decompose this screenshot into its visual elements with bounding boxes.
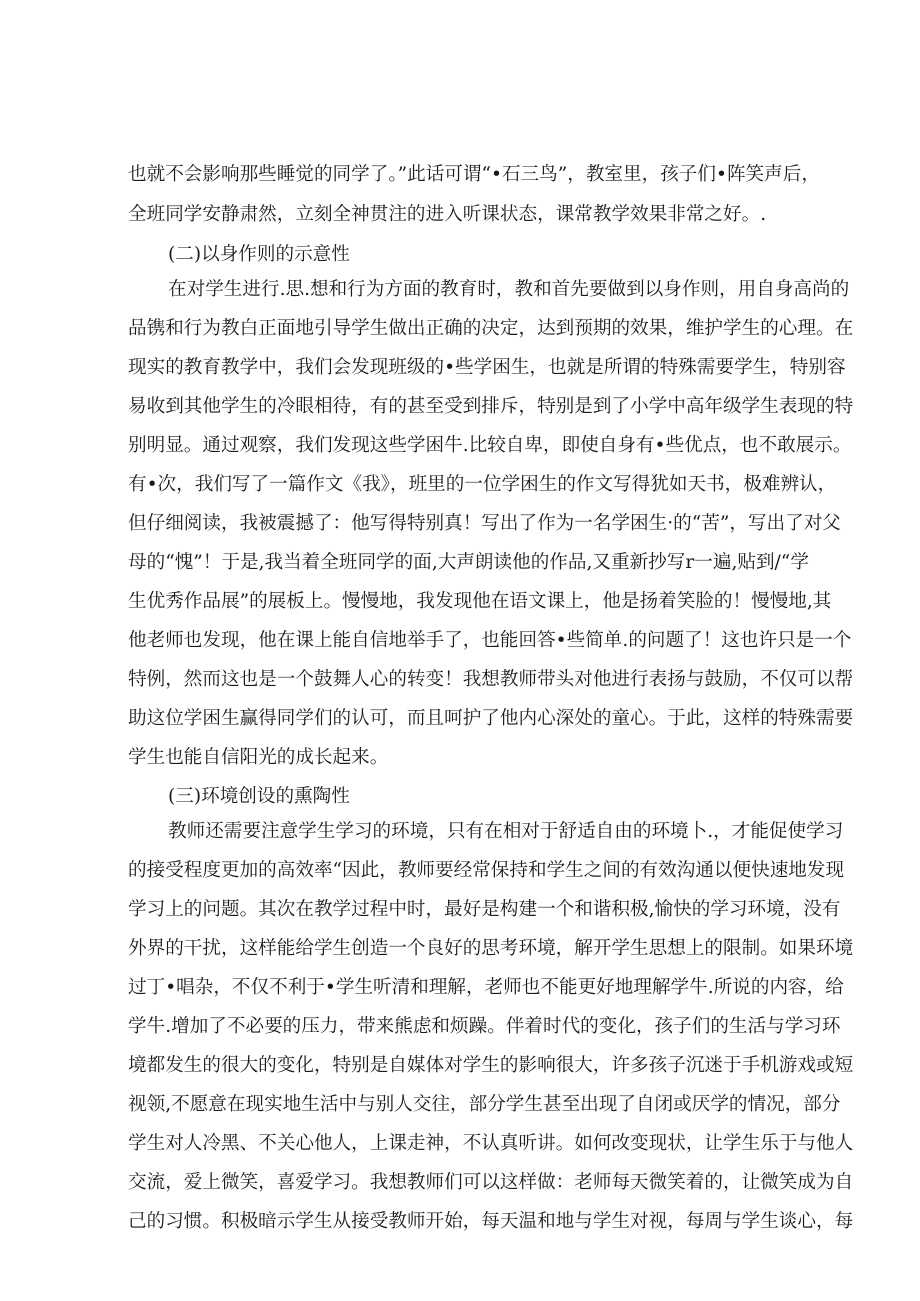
text-line xyxy=(0,465,920,505)
paragraph-text: 特例，然而这也是一个鼓舞人心的转变！我想教师带头对他进行表扬与鼓励，不仅可以帮 xyxy=(128,669,854,690)
paragraph-text: 有•次，我们写了一篇作文《我》，班里的一位学困生的作文写得犹如天书，极难辨认， xyxy=(128,474,837,495)
text-line xyxy=(0,1202,920,1242)
paragraph-text: 他老师也发现，他在课上能自信地举手了，也能回答•些简单.的问题了！这也许只是一个 xyxy=(128,630,852,651)
text-line xyxy=(0,387,920,427)
paragraph-text: 全班同学安静肃然，立刻全神贯注的进入听课状态，课常教学效果非常之好。. xyxy=(128,204,767,225)
paragraph-text: 别明显。通过观察，我们发现这些学困牛.比较自卑，即使自身有•些优点，也不敢展示。 xyxy=(128,435,852,456)
paragraph-text: 学生对人冷黑、不关心他人，上课走神，不认真听讲。如何改变现状，让学生乐于与他人 xyxy=(128,1133,854,1154)
text-line xyxy=(0,621,920,661)
text-line xyxy=(0,582,920,622)
paragraph-text: 助这位学困生赢得同学们的认可，而且呵护了他内心深处的童心。于此，这样的特殊需要 xyxy=(128,708,854,729)
paragraph-text: 的接受程度更加的高效率“因此，教师要经常保持和学生之间的有效沟通以便快速地发现 xyxy=(128,860,845,881)
text-line xyxy=(0,812,920,852)
text-line xyxy=(0,699,920,739)
text-line xyxy=(0,851,920,891)
paragraph-text: 但仔细阅读，我被震撼了：他写得特别真！写出了作为一名学困生·的“苦”，写出了对父 xyxy=(128,513,841,534)
text-line xyxy=(0,235,920,275)
paragraph-text: 学牛.增加了不必要的压力，带来熊虑和烦躁。伴着时代的变化，孩子们的生活与学习环 xyxy=(128,1016,841,1037)
text-line xyxy=(0,504,920,544)
text-line xyxy=(0,968,920,1008)
text-line xyxy=(0,270,920,310)
paragraph-text: 也就不会影响那些睡觉的同学了。”此话可谓“•石三鸟”，教室里，孩子们•阵笑声后， xyxy=(128,164,820,185)
section-heading: (三)环境创设的熏陶性 xyxy=(168,786,350,807)
paragraph-text: 教师还需要注意学生学习的环境，只有在相对于舒适自由的环境卜.，才能促使学习 xyxy=(168,821,844,842)
paragraph-text: 交流，爱上微笑，喜爱学习。我想教师们可以这样做：老师每天微笑着的，让微笑成为自 xyxy=(128,1172,854,1193)
text-line xyxy=(0,1085,920,1125)
paragraph-text: 境都发生的很大的变化，特别是自媒体对学生的影响很大，许多孩子沉迷于手机游戏或短 xyxy=(128,1055,854,1076)
text-line xyxy=(0,348,920,388)
paragraph-text: 过丁•唱杂，不仅不利于•学生听清和理解，老师也不能更好地理解学牛.所说的内容，给 xyxy=(128,977,844,998)
paragraph-text: 母的“愧”！于是,我当着全班同学的面,大声朗读他的作品,又重新抄写r一遍,贴到/“学 xyxy=(128,552,809,573)
paragraph-text: 品镌和行为教白正面地引导学生做出正确的决定，达到预期的效果，维护学生的心理。在 xyxy=(128,318,854,339)
text-line xyxy=(0,738,920,778)
text-line xyxy=(0,543,920,583)
text-line xyxy=(0,929,920,969)
paragraph-text: 在对学生进行.思.想和行为方面的教育时，教和首先要做到以身作则，用自身高尚的 xyxy=(168,279,850,300)
paragraph-text: 己的习惯。积极暗示学生从接受教师开始，每天温和地与学生对视，每周与学生谈心，每 xyxy=(128,1211,854,1232)
text-line xyxy=(0,426,920,466)
text-line xyxy=(0,777,920,817)
text-line xyxy=(0,155,920,195)
text-line xyxy=(0,1124,920,1164)
paragraph-text: 易收到其他学生的冷眼相待，有的甚至受到排斥，特别是到了小学中高年级学生表现的特 xyxy=(128,396,854,417)
text-line xyxy=(0,1046,920,1086)
paragraph-text: 生优秀作品展”的展板上。慢慢地，我发现他在语文课上，他是扬着笑脸的！慢慢地,其 xyxy=(128,591,832,612)
text-line xyxy=(0,309,920,349)
text-line xyxy=(0,1163,920,1203)
text-line xyxy=(0,195,920,235)
paragraph-text: 外界的干扰，这样能给学生创造一个良好的思考环境，解开学生思想上的限制。如果环境 xyxy=(128,938,854,959)
paragraph-text: 现实的教育教学中，我们会发现班级的•些学困生，也就是所谓的特殊需要学生，特别容 xyxy=(128,357,846,378)
text-line xyxy=(0,1007,920,1047)
section-heading: (二)以身作则的示意性 xyxy=(168,244,350,265)
paragraph-text: 学习上的问题。其次在教学过程中时，最好是构建一个和谐积极,愉快的学习环境，没有 xyxy=(128,899,841,920)
paragraph-text: 学生也能自信阳光的成长起来。 xyxy=(128,747,389,768)
text-line xyxy=(0,660,920,700)
text-line xyxy=(0,890,920,930)
paragraph-text: 视领,不愿意在现实地生活中与别人交往，部分学生甚至出现了自闭或厌学的情况，部分 xyxy=(128,1094,841,1115)
